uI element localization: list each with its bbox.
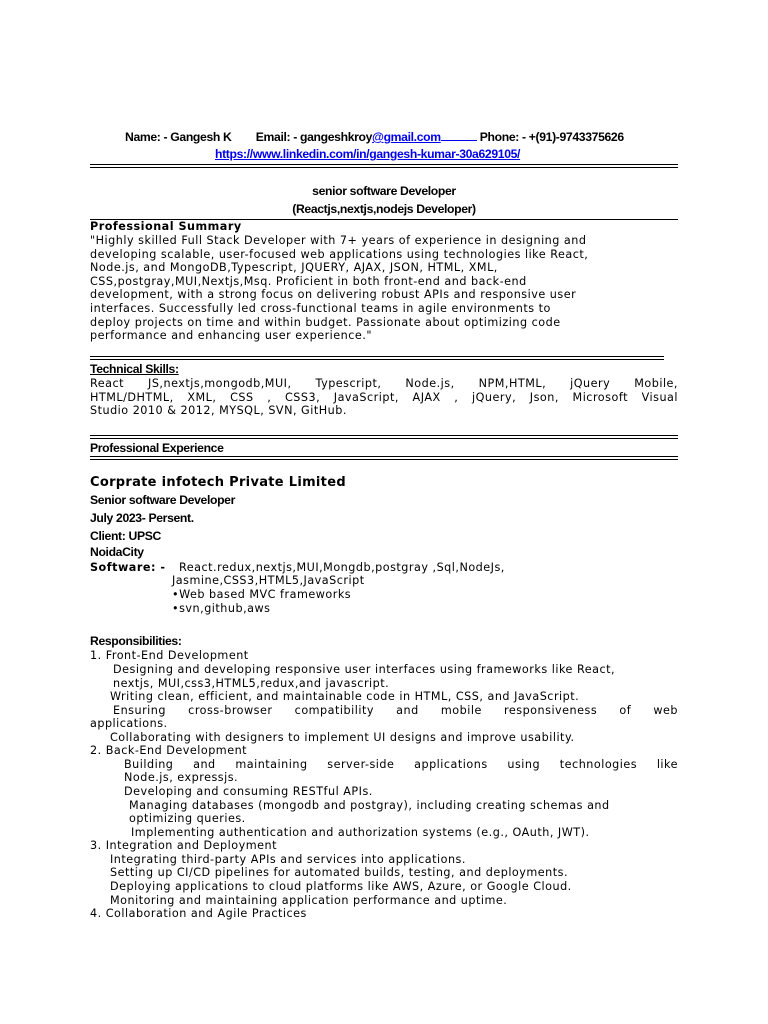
responsibility-item: optimizing queries. — [129, 812, 246, 825]
responsibility-section: 2. Back-End Development — [90, 744, 248, 757]
responsibility-item: Deploying applications to cloud platforms like AWS, Azure, or Google Cloud. — [110, 880, 572, 893]
linkedin-link[interactable]: https://www.linkedin.com/in/gangesh-kumar-30a629105/ — [215, 147, 521, 161]
role-title: Senior software Developer — [90, 493, 235, 507]
employment-dates: July 2023- Persent. — [90, 511, 194, 525]
responsibility-item: Designing and developing responsive user interfaces using frameworks like React, — [113, 663, 616, 676]
header-divider-top — [90, 164, 678, 165]
responsibilities-heading: Responsibilities: — [90, 634, 182, 648]
summary-line: "Highly skilled Full Stack Developer with 7+ years of experience in designing and — [90, 234, 587, 247]
email-underline-gap — [441, 130, 477, 141]
experience-divider-bottom-2 — [90, 459, 678, 460]
responsibility-item: nextjs, MUI,css3,HTML5,redux,and javascript. — [113, 677, 390, 690]
location-text: NoidaCity — [90, 545, 144, 559]
experience-divider-top-2 — [90, 438, 678, 439]
software-line: •svn,github,aws — [172, 602, 271, 615]
responsibility-item: Monitoring and maintaining application performance and uptime. — [110, 894, 508, 907]
responsibility-item: Integrating third-party APIs and services into applications. — [110, 853, 466, 866]
skills-line: HTML/DHTML, XML, CSS , CSS3, JavaScript, AJAX , jQuery, Json, Microsoft Visual — [90, 391, 678, 404]
summary-heading: Professional Summary — [90, 220, 242, 233]
responsibility-section: 1. Front-End Development — [90, 649, 249, 662]
contact-line — [125, 130, 624, 144]
software-line: Jasmine,CSS3,HTML5,JavaScript — [172, 574, 365, 587]
responsibility-item: Ensuring cross-browser compatibility and mobile responsiveness of web — [113, 704, 678, 717]
responsibility-item: Writing clean, efficient, and maintainable code in HTML, CSS, and JavaScript. — [110, 690, 580, 703]
email-link[interactable]: @gmail.com — [372, 130, 441, 144]
responsibility-item: Collaborating with designers to implement UI designs and improve usability. — [110, 731, 575, 744]
responsibility-item: Implementing authentication and authorization systems (e.g., OAuth, JWT). — [131, 826, 590, 839]
summary-line: Node.js, and MongoDB,Typescript, JQUERY, AJAX, JSON, HTML, XML, — [90, 261, 498, 275]
summary-line: performance and enhancing user experience." — [90, 329, 372, 343]
responsibility-section: 4. Collaboration and Agile Practices — [90, 907, 307, 920]
experience-divider-bottom — [90, 456, 678, 457]
responsibility-item: Managing databases (mongodb and postgray), including creating schemas and — [129, 799, 610, 812]
job-title: senior software Developer — [312, 184, 456, 198]
skills-divider-top — [90, 356, 664, 357]
summary-line: CSS,postgray,MUI,Nextjs,Msq. Proficient in both front-end and back-end — [90, 274, 527, 288]
skills-heading: Technical Skills: — [90, 362, 179, 376]
software-line: React.redux,nextjs,MUI,Mongdb,postgray ,Sql,NodeJs, — [179, 561, 505, 574]
responsibility-section: 3. Integration and Deployment — [90, 839, 277, 852]
summary-line: deploy projects on time and within budget. Passionate about optimizing code — [90, 315, 561, 329]
experience-heading: Professional Experience — [90, 441, 224, 455]
skills-line: React JS,nextjs,mongodb,MUI, Typescript, Node.js, NPM,HTML, jQuery Mobile, — [90, 377, 678, 390]
phone-text: Phone: - +(91)-9743375626 — [479, 130, 624, 144]
skills-divider-bottom — [90, 359, 664, 360]
responsibility-item: Building and maintaining server-side applications using technologies like — [124, 758, 678, 771]
responsibility-item: Node.js, expressjs. — [124, 771, 239, 784]
summary-line: interfaces. Successfully led cross-functional teams in agile environments to — [90, 302, 551, 315]
header-divider-bottom — [90, 167, 678, 168]
responsibility-item: applications. — [90, 717, 168, 730]
experience-divider-top — [90, 435, 678, 436]
email-label: Email: - gangeshkroy — [255, 130, 373, 144]
responsibility-item: Setting up CI/CD pipelines for automated builds, testing, and deployments. — [110, 866, 569, 879]
summary-line: development, with a strong focus on delivering robust APIs and responsive user — [90, 288, 577, 302]
software-label: Software: - — [90, 561, 166, 574]
software-line: •Web based MVC frameworks — [172, 588, 352, 601]
company-name: Corprate infotech Private Limited — [90, 475, 346, 490]
job-subtitle: (Reactjs,nextjs,nodejs Developer) — [292, 202, 476, 216]
name-text: Name: - Gangesh K — [125, 130, 232, 144]
client-name: Client: UPSC — [90, 529, 161, 543]
skills-line: Studio 2010 & 2012, MYSQL, SVN, GitHub. — [90, 404, 347, 417]
responsibility-item: Developing and consuming RESTful APIs. — [124, 785, 373, 798]
summary-line: developing scalable, user-focused web applications using technologies like React, — [90, 247, 589, 261]
